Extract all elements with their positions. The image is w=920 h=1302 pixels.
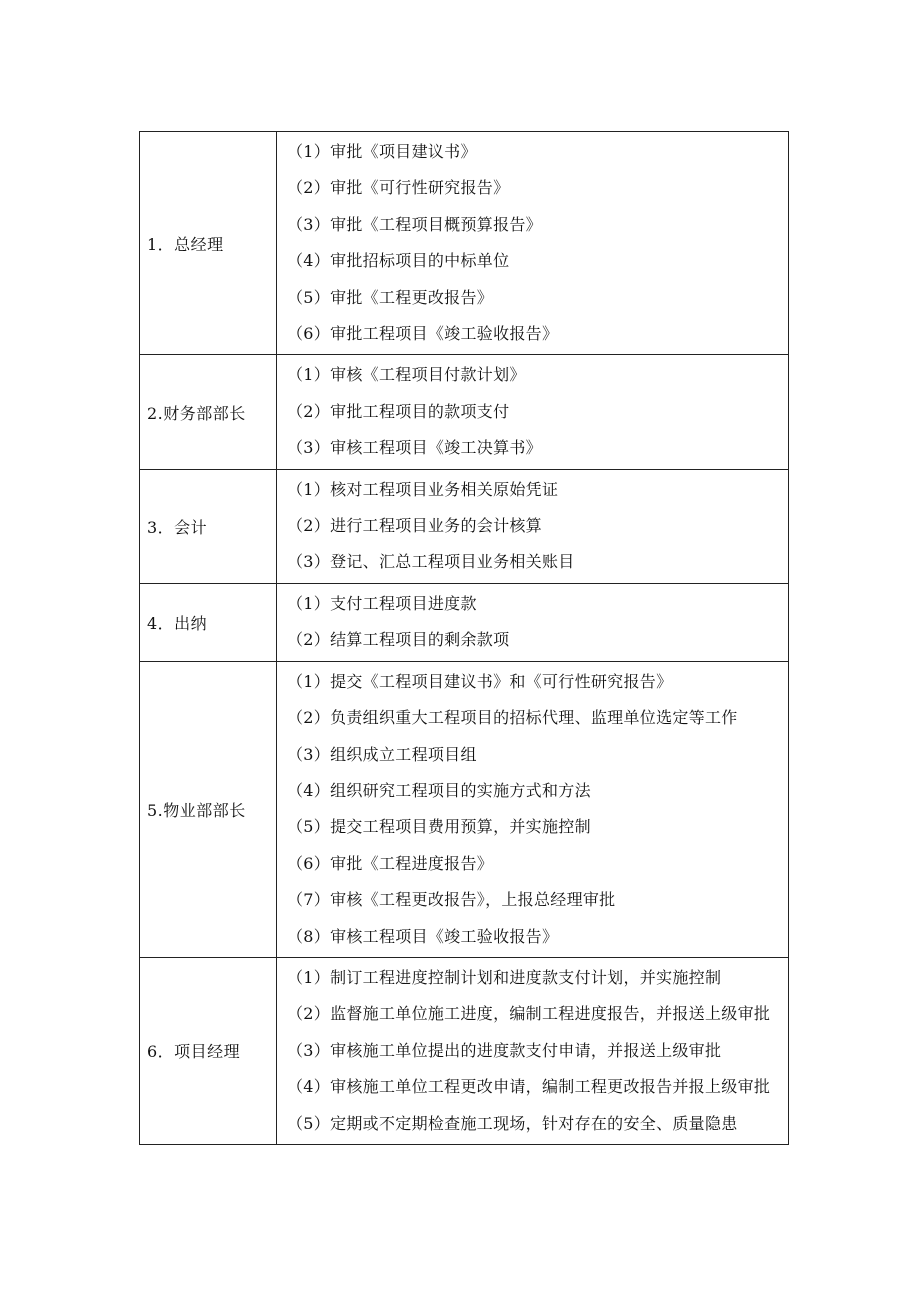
duty-line: （3）审核工程项目《竣工决算书》	[287, 438, 542, 458]
table-row	[140, 132, 789, 355]
duty-line: （7）审核《工程更改报告》，上报总经理审批	[287, 890, 616, 910]
duty-line: （2）结算工程项目的剩余款项	[287, 630, 510, 650]
role-cell: 5.物业部部长	[140, 661, 277, 957]
duty-line: （4）审批招标项目的中标单位	[287, 251, 510, 271]
duty-line: （2）监督施工单位施工进度，编制工程进度报告，并报送上级审批	[287, 1004, 771, 1024]
duties-cell	[277, 583, 789, 661]
role-cell: 4．出纳	[140, 583, 277, 661]
table-row	[140, 469, 789, 583]
duty-line: （5）审批《工程更改报告》	[287, 287, 494, 307]
duty-line: （3）审批《工程项目概预算报告》	[287, 214, 542, 234]
duty-line: （4）审核施工单位工程更改申请，编制工程更改报告并报上级审批	[287, 1077, 771, 1097]
duty-line: （2）审批《可行性研究报告》	[287, 178, 510, 198]
duty-line: （3）登记、汇总工程项目业务相关账目	[287, 552, 575, 572]
duty-line: （2）负责组织重大工程项目的招标代理、监理单位选定等工作	[287, 708, 738, 728]
duties-cell	[277, 132, 789, 355]
duty-line: （1）制订工程进度控制计划和进度款支付计划，并实施控制	[287, 967, 722, 987]
duties-cell	[277, 355, 789, 469]
table-row	[140, 661, 789, 957]
duty-line: （6）审批《工程进度报告》	[287, 853, 494, 873]
duty-line: （4）组织研究工程项目的实施方式和方法	[287, 780, 591, 800]
duty-line: （1）核对工程项目业务相关原始凭证	[287, 479, 559, 499]
table-row	[140, 583, 789, 661]
duty-line: （3）组织成立工程项目组	[287, 744, 477, 764]
role-cell: 1．总经理	[140, 132, 277, 355]
table-row	[140, 957, 789, 1144]
duty-line: （5）定期或不定期检查施工现场，针对存在的安全、质量隐患	[287, 1113, 738, 1133]
duty-line: （1）提交《工程项目建议书》和《可行性研究报告》	[287, 671, 673, 691]
duty-table	[139, 131, 789, 1145]
duty-line: （3）审核施工单位提出的进度款支付申请，并报送上级审批	[287, 1040, 722, 1060]
duty-line: （1）审批《项目建议书》	[287, 142, 477, 161]
duty-line: （5）提交工程项目费用预算，并实施控制	[287, 817, 591, 837]
duty-line: （2）进行工程项目业务的会计核算	[287, 516, 542, 536]
role-cell: 3．会计	[140, 469, 277, 583]
role-cell: 2.财务部部长	[140, 355, 277, 469]
duties-cell	[277, 957, 789, 1144]
duty-line: （8）审核工程项目《竣工验收报告》	[287, 926, 559, 946]
duty-line: （2）审批工程项目的款项支付	[287, 401, 510, 421]
table-row	[140, 355, 789, 469]
duties-cell	[277, 661, 789, 957]
duty-line: （6）审批工程项目《竣工验收报告》	[287, 324, 559, 344]
duties-cell	[277, 469, 789, 583]
duty-line: （1）审核《工程项目付款计划》	[287, 365, 526, 385]
duty-line: （1）支付工程项目进度款	[287, 593, 477, 613]
role-cell: 6．项目经理	[140, 957, 277, 1144]
